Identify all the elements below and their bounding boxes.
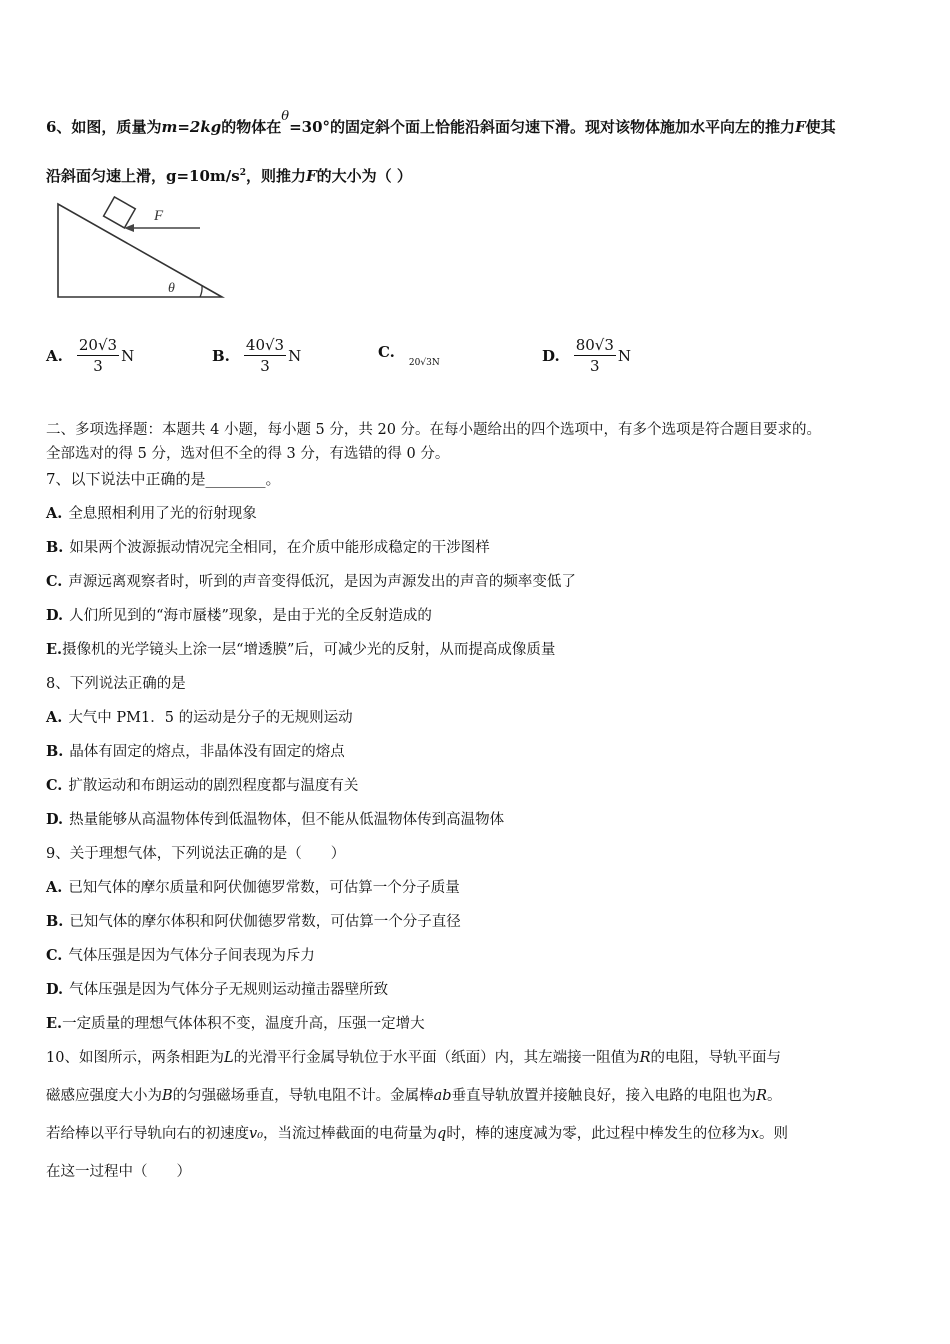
block xyxy=(104,197,136,228)
q10-text: 。 xyxy=(767,1088,782,1104)
q9-choice-d[interactable] xyxy=(46,978,388,999)
q6-line-1 xyxy=(46,109,836,137)
q7-choice-b[interactable] xyxy=(46,536,490,557)
q6-exponent: 2 xyxy=(239,168,246,178)
fraction-numerator: 80√3 xyxy=(575,336,614,354)
q9-stem: 9、关于理想气体，下列说法正确的是（ ） xyxy=(46,846,346,862)
q8-choice-a[interactable] xyxy=(46,706,353,727)
choice-key: A. xyxy=(46,709,63,726)
q7-choice-d[interactable] xyxy=(46,604,432,625)
q6-option-c[interactable] xyxy=(378,336,440,368)
q6-text: 6、如图，质量为 xyxy=(46,118,162,136)
q9-choice-b[interactable] xyxy=(46,910,461,931)
choice-key: B. xyxy=(46,539,64,556)
q10-text: 。则 xyxy=(759,1126,788,1142)
q6-text: 的大小为（ ） xyxy=(316,167,412,185)
fraction-numerator: 40√3 xyxy=(245,336,285,354)
q10-text: 的匀强磁场垂直，导轨电阻不计。金属棒 xyxy=(172,1088,434,1104)
choice-key: C. xyxy=(46,947,63,964)
q6-text: 使其 xyxy=(805,118,836,136)
choice-key: A. xyxy=(46,879,63,896)
q6-line-2 xyxy=(46,165,412,186)
option-value: 20√3N xyxy=(408,358,440,368)
fraction-denominator: 3 xyxy=(93,357,103,375)
q6-force-symbol: F xyxy=(306,167,317,185)
section2-heading-line-1: 二、多项选择题：本题共 4 小题，每小题 5 分，共 20 分。在每小题给出的四个选项中，有多个选项是符合题目要求的。 xyxy=(46,422,822,438)
q10-symbol-r: R xyxy=(756,1088,768,1104)
choice-key: C. xyxy=(46,777,63,794)
q10-symbol-l: L xyxy=(223,1050,234,1066)
q6-text: =30°的固定斜个面上恰能沿斜面匀速下滑。现对该物体施加水平向左的推力 xyxy=(289,118,796,136)
q6-text: ，则推力 xyxy=(246,167,307,185)
choice-text: 大气中 PM1．5 的运动是分子的无规则运动 xyxy=(68,710,353,726)
q7-choice-c[interactable] xyxy=(46,570,576,591)
q9-choice-a[interactable] xyxy=(46,876,460,897)
q10-text: ，当流过棒截面的电荷量为 xyxy=(263,1126,438,1142)
q9-choice-e[interactable] xyxy=(46,1012,425,1033)
angle-label: θ xyxy=(168,281,175,296)
choice-key: A. xyxy=(46,505,63,522)
incline-figure xyxy=(50,196,240,306)
q10-text: 若给棒以平行导轨向右的初速度 xyxy=(46,1126,249,1142)
fraction-numerator: 20√3 xyxy=(78,336,118,354)
q10-text: 垂直导轨放置并接触良好，接入电路的电阻也为 xyxy=(451,1088,757,1104)
q7-choice-a[interactable] xyxy=(46,502,257,523)
q6-text: 沿斜面匀速上滑，g=10m/s xyxy=(46,167,240,185)
choice-text: 气体压强是因为气体分子间表现为斥力 xyxy=(68,948,315,964)
option-label: D. xyxy=(542,346,560,365)
q6-theta: θ xyxy=(281,109,290,124)
q10-line-4: 在这一过程中（ ） xyxy=(46,1164,191,1180)
option-fraction xyxy=(77,336,119,375)
option-unit: N xyxy=(617,346,632,365)
choice-text: 一定质量的理想气体体积不变，温度升高，压强一定增大 xyxy=(62,1016,425,1032)
angle-arc xyxy=(200,286,202,297)
q10-line-1 xyxy=(46,1046,781,1067)
choice-text: 全息照相利用了光的衍射现象 xyxy=(68,506,257,522)
q8-choice-c[interactable] xyxy=(46,774,358,795)
q10-symbol-q: q xyxy=(437,1126,447,1142)
choice-text: 已知气体的摩尔体积和阿伏伽德罗常数，可估算一个分子直径 xyxy=(69,914,461,930)
choice-text: 已知气体的摩尔质量和阿伏伽德罗常数，可估算一个分子质量 xyxy=(68,880,460,896)
q6-force-symbol: F xyxy=(795,118,806,136)
choice-text: 声源远离观察者时，听到的声音变得低沉，是因为声源发出的声音的频率变低了 xyxy=(68,574,576,590)
choice-text: 摄像机的光学镜头上涂一层“增透膜”后，可减少光的反射，从而提高成像质量 xyxy=(62,642,556,658)
option-label: B. xyxy=(212,346,230,365)
force-label: F xyxy=(154,208,164,224)
incline-triangle xyxy=(58,204,222,297)
q8-stem: 8、下列说法正确的是 xyxy=(46,676,186,692)
option-unit: N xyxy=(121,346,135,365)
section2-heading-line-2: 全部选对的得 5 分，选对但不全的得 3 分，有选错的得 0 分。 xyxy=(46,446,450,462)
option-label: C. xyxy=(378,343,395,361)
q10-text: 的光滑平行金属导轨位于水平面（纸面）内，其左端接一阻值为 xyxy=(233,1050,640,1066)
option-fraction xyxy=(574,336,616,375)
choice-key: E. xyxy=(46,1015,63,1032)
q6-option-b[interactable] xyxy=(212,336,301,375)
q6-mass: m=2kg xyxy=(161,118,222,136)
choice-key: B. xyxy=(46,913,64,930)
fraction-denominator: 3 xyxy=(260,357,270,375)
choice-text: 如果两个波源振动情况完全相同，在介质中能形成稳定的干涉图样 xyxy=(69,540,490,556)
q9-choice-c[interactable] xyxy=(46,944,315,965)
option-label: A. xyxy=(46,346,63,365)
choice-key: D. xyxy=(46,811,64,828)
choice-key: B. xyxy=(46,743,64,760)
q10-symbol-ab: ab xyxy=(433,1088,452,1104)
q10-text: 10、如图所示，两条相距为 xyxy=(46,1050,224,1066)
q10-line-2 xyxy=(46,1084,782,1105)
choice-text: 扩散运动和布朗运动的剧烈程度都与温度有关 xyxy=(68,778,359,794)
choice-text: 人们所见到的“海市蜃楼”现象，是由于光的全反射造成的 xyxy=(69,608,432,624)
q8-choice-d[interactable] xyxy=(46,808,504,829)
choice-key: E. xyxy=(46,641,63,658)
q6-text: 的物体在 xyxy=(221,118,282,136)
q10-symbol-x: x xyxy=(750,1126,759,1142)
choice-key: C. xyxy=(46,573,63,590)
q10-line-3 xyxy=(46,1122,788,1143)
choice-text: 热量能够从高温物体传到低温物体，但不能从低温物体传到高温物体 xyxy=(69,812,505,828)
choice-text: 气体压强是因为气体分子无规则运动撞击器壁所致 xyxy=(69,982,389,998)
q6-option-a[interactable] xyxy=(46,336,134,375)
option-fraction xyxy=(244,336,286,375)
choice-key: D. xyxy=(46,607,64,624)
fraction-denominator: 3 xyxy=(590,357,600,375)
q10-symbol-r: R xyxy=(639,1050,651,1066)
q10-text: 的电阻，导轨平面与 xyxy=(650,1050,782,1066)
q7-choice-e[interactable] xyxy=(46,638,555,659)
q10-text: 时，棒的速度减为零，此过程中棒发生的位移为 xyxy=(446,1126,751,1142)
q6-option-d[interactable] xyxy=(542,336,631,375)
choice-key: D. xyxy=(46,981,64,998)
q7-stem: 7、以下说法中正确的是________。 xyxy=(46,470,281,488)
q10-symbol-b: B xyxy=(162,1088,173,1104)
q10-symbol-v0: v₀ xyxy=(249,1126,264,1142)
choice-text: 晶体有固定的熔点，非晶体没有固定的熔点 xyxy=(69,744,345,760)
q10-text: 磁感应强度大小为 xyxy=(46,1088,162,1104)
option-unit: N xyxy=(288,346,302,365)
q8-choice-b[interactable] xyxy=(46,740,345,761)
